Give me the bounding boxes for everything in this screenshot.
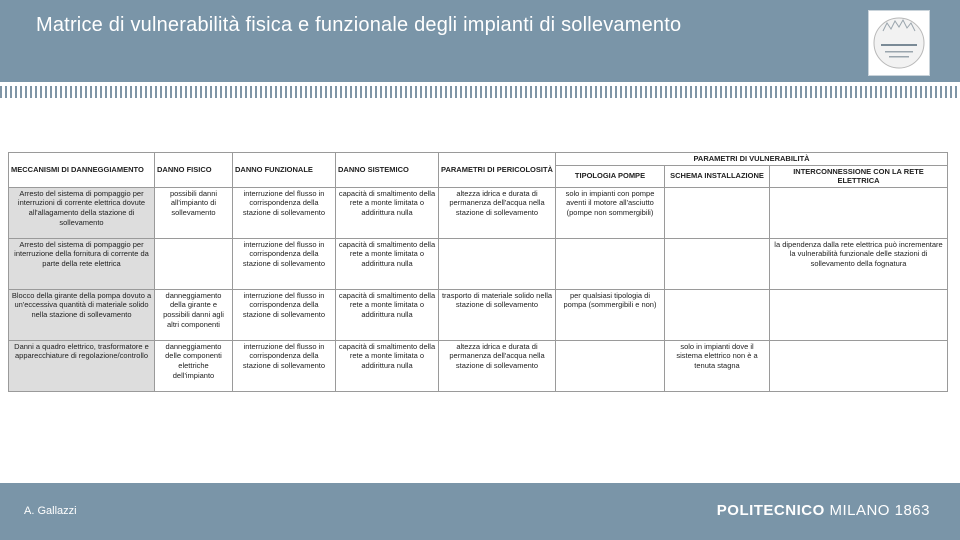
cell-danno-funzionale: interruzione del flusso in corrispondenza della stazione di sollevamento bbox=[233, 187, 336, 238]
cell-danno-sistemico: capacità di smaltimento della rete a monte limitata o addirittura nulla bbox=[336, 187, 439, 238]
cell-tipologia-pompe bbox=[556, 340, 665, 391]
table-row bbox=[9, 340, 948, 391]
cell-tipologia-pompe bbox=[556, 238, 665, 289]
cell-schema-installazione bbox=[665, 289, 770, 340]
cell-danno-funzionale: interruzione del flusso in corrispondenza della stazione di sollevamento bbox=[233, 289, 336, 340]
slide-title: Matrice di vulnerabilità fisica e funzionale degli impianti di sollevamento bbox=[36, 14, 682, 36]
cell-schema-installazione: solo in impianti dove il sistema elettrico non è a tenuta stagna bbox=[665, 340, 770, 391]
cell-danno-fisico: danneggiamento della girante e possibili danni agli altri componenti bbox=[155, 289, 233, 340]
row-meccanismo: Danni a quadro elettrico, trasformatore e apparecchiature di regolazione/controllo bbox=[9, 340, 155, 391]
row-meccanismo: Arresto del sistema di pompaggio per interruzione della fornitura di corrente da parte della rete elettrica bbox=[9, 238, 155, 289]
cell-danno-funzionale: interruzione del flusso in corrispondenza della stazione di sollevamento bbox=[233, 340, 336, 391]
slide-footer bbox=[0, 483, 960, 540]
cell-pericolosita: altezza idrica e durata di permanenza dell'acqua nella stazione di sollevamento bbox=[439, 340, 556, 391]
cell-danno-sistemico: capacità di smaltimento della rete a monte limitata o addirittura nulla bbox=[336, 238, 439, 289]
cell-danno-fisico bbox=[155, 238, 233, 289]
header-meccanismi: MECCANISMI DI DANNEGGIAMENTO bbox=[9, 153, 155, 188]
cell-schema-installazione bbox=[665, 238, 770, 289]
cell-schema-installazione bbox=[665, 187, 770, 238]
table-row bbox=[9, 289, 948, 340]
header-parametri-vulnerabilita: PARAMETRI DI VULNERABILITÀ bbox=[556, 153, 948, 166]
decorative-tick-strip bbox=[0, 86, 960, 98]
cell-interconnessione: la dipendenza dalla rete elettrica può incrementare la vulnerabilità funzionale delle stazioni di sollevamento della fognatura bbox=[770, 238, 948, 289]
cell-pericolosita: altezza idrica e durata di permanenza dell'acqua nella stazione di sollevamento bbox=[439, 187, 556, 238]
cell-interconnessione bbox=[770, 340, 948, 391]
cell-pericolosita: trasporto di materiale solido nella stazione di sollevamento bbox=[439, 289, 556, 340]
cell-danno-fisico: possibili danni all'impianto di sollevamento bbox=[155, 187, 233, 238]
cell-pericolosita bbox=[439, 238, 556, 289]
cell-tipologia-pompe: solo in impianti con pompe aventi il motore all'asciutto (pompe non sommergibili) bbox=[556, 187, 665, 238]
row-meccanismo: Arresto del sistema di pompaggio per interruzioni di corrente elettrica dovute all'allagamento della stazione di sollevamento bbox=[9, 187, 155, 238]
politecnico-brand bbox=[717, 502, 930, 519]
header-danno-funzionale: DANNO FUNZIONALE bbox=[233, 153, 336, 188]
header-schema-installazione: SCHEMA INSTALLAZIONE bbox=[665, 165, 770, 187]
table-row bbox=[9, 238, 948, 289]
header-danno-sistemico: DANNO SISTEMICO bbox=[336, 153, 439, 188]
cell-interconnessione bbox=[770, 187, 948, 238]
cell-danno-fisico: danneggiamento delle componenti elettriche dell'impianto bbox=[155, 340, 233, 391]
sustainability-logo bbox=[868, 10, 930, 76]
row-meccanismo: Blocco della girante della pompa dovuto a un'eccessiva quantità di materiale solido nella stazione di sollevamento bbox=[9, 289, 155, 340]
cell-danno-funzionale: interruzione del flusso in corrispondenza della stazione di sollevamento bbox=[233, 238, 336, 289]
cell-tipologia-pompe: per qualsiasi tipologia di pompa (sommergibili e non) bbox=[556, 289, 665, 340]
cell-interconnessione bbox=[770, 289, 948, 340]
header-interconnessione: INTERCONNESSIONE CON LA RETE ELETTRICA bbox=[770, 165, 948, 187]
header-tipologia-pompe: TIPOLOGIA POMPE bbox=[556, 165, 665, 187]
cell-danno-sistemico: capacità di smaltimento della rete a monte limitata o addirittura nulla bbox=[336, 340, 439, 391]
brand-bold-text: POLITECNICO bbox=[716, 502, 825, 519]
cell-danno-sistemico: capacità di smaltimento della rete a monte limitata o addirittura nulla bbox=[336, 289, 439, 340]
slide-header bbox=[0, 0, 960, 82]
brand-rest-text: MILANO 1863 bbox=[824, 502, 930, 519]
vulnerability-matrix-table bbox=[8, 152, 948, 392]
header-danno-fisico: DANNO FISICO bbox=[155, 153, 233, 188]
author-name: A. Gallazzi bbox=[24, 505, 77, 517]
header-parametri-pericolosita: PARAMETRI DI PERICOLOSITÀ bbox=[439, 153, 556, 188]
table-row bbox=[9, 187, 948, 238]
